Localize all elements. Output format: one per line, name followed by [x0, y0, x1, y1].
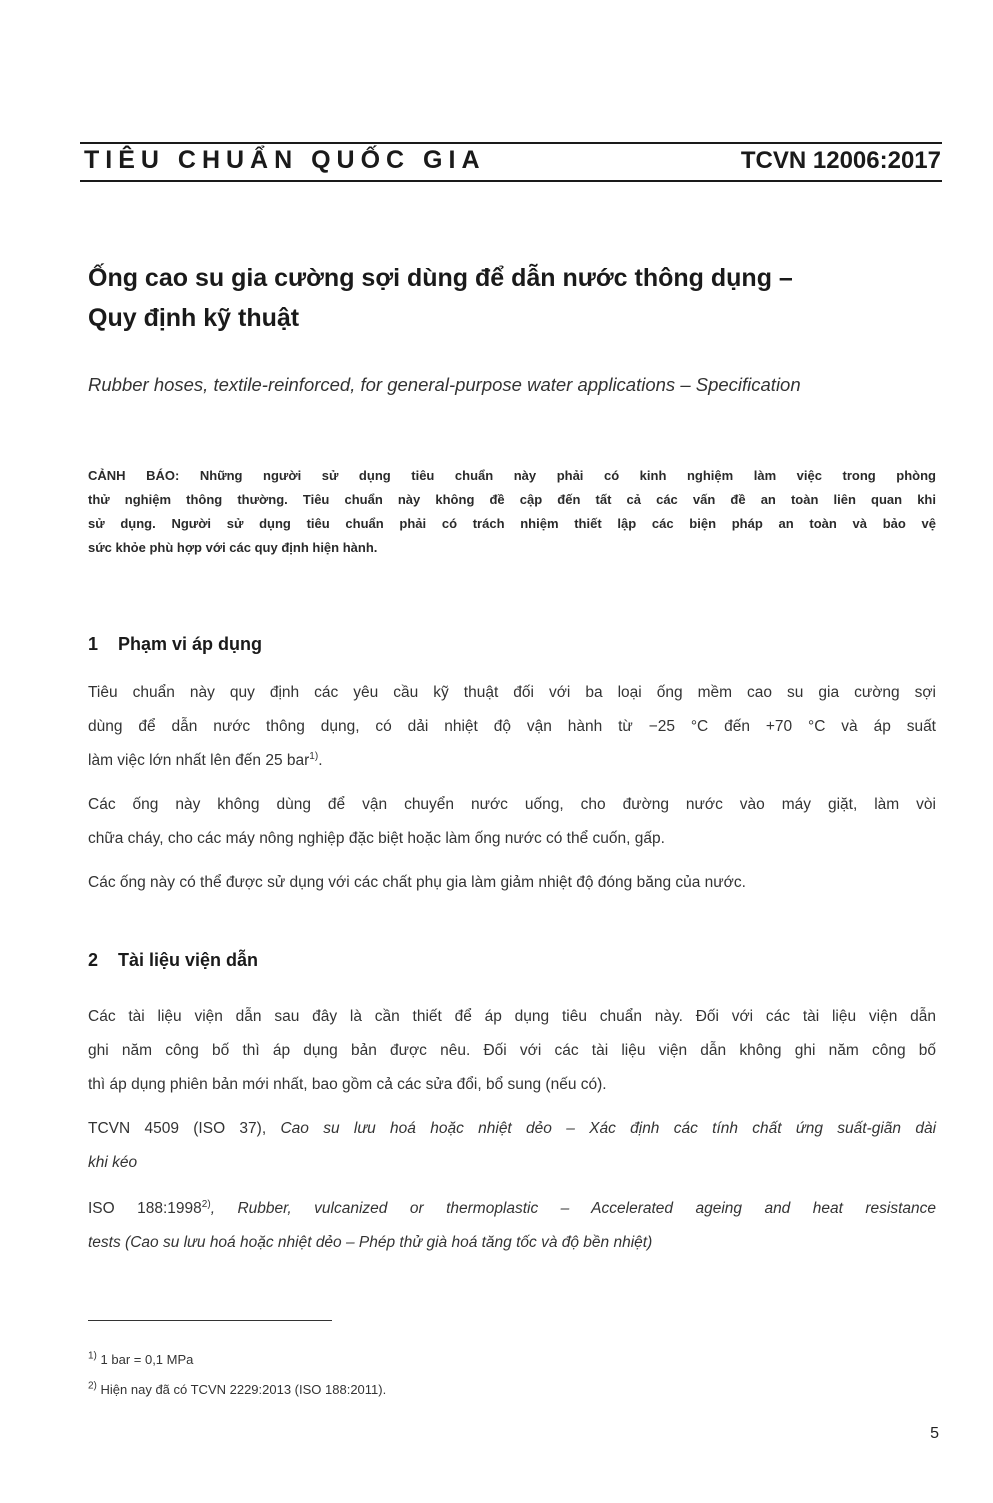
section-2-heading — [88, 950, 258, 971]
paragraph-line: dùng để dẫn nước thông dụng, có dải nhiệt độ vận hành từ −25 °C đến +70 °C và áp suất — [88, 718, 936, 735]
warning-notice — [88, 464, 936, 560]
document-title — [88, 258, 928, 338]
paragraph-line: Các tài liệu viện dẫn sau đây là cần thiết để áp dụng tiêu chuẩn này. Đối với các tài liệu viện dẫn — [88, 1008, 936, 1025]
footnote-separator — [88, 1320, 332, 1321]
section-1-paragraph-2 — [88, 788, 936, 856]
warning-line-1: CẢNH BÁO: Những người sử dụng tiêu chuẩn này phải có kinh nghiệm làm việc trong phòng — [88, 468, 936, 483]
paragraph-line — [88, 1112, 936, 1146]
paragraph-line: ghi năm công bố thì áp dụng bản được nêu. Đối với các tài liệu viện dẫn không ghi năm công bố — [88, 1042, 936, 1059]
footnote-text: Hiện nay đã có TCVN 2229:2013 (ISO 188:2011). — [96, 1382, 387, 1397]
paragraph-line — [88, 1192, 936, 1226]
section-1-heading — [88, 634, 262, 655]
section-1-paragraph-1 — [88, 676, 936, 778]
section-1-paragraph-3 — [88, 866, 936, 900]
reference-tcvn-4509 — [88, 1112, 936, 1180]
footnote-mark: 1) — [88, 1350, 97, 1362]
paragraph-line: Các ống này không dùng để vận chuyển nước uống, cho đường nước vào máy giặt, làm vòi — [88, 796, 936, 813]
footnote-2 — [88, 1382, 386, 1397]
section-2-number: 2 — [88, 950, 99, 970]
footnote-text: 1 bar = 0,1 MPa — [96, 1352, 194, 1367]
reference-title: Cao su lưu hoá hoặc nhiệt dẻo – Xác định các tính chất ứng suất-giãn dài — [280, 1120, 937, 1137]
warning-line-4: sức khỏe phù hợp với các quy định hiện hành. — [88, 540, 378, 555]
footnote-ref-1: 1) — [309, 750, 319, 762]
reference-iso-188 — [88, 1192, 936, 1260]
title-line-1: Ống cao su gia cường sợi dùng để dẫn nước thông dụng – — [88, 264, 793, 292]
header-top-rule — [80, 142, 942, 144]
paragraph-line: Các ống này có thể được sử dụng với các chất phụ gia làm giảm nhiệt độ đóng băng của nước. — [88, 874, 746, 891]
section-2-paragraph-1 — [88, 1000, 936, 1102]
footnote-mark: 2) — [88, 1380, 97, 1392]
scope-text: làm việc lớn nhất lên đến 25 bar — [88, 752, 310, 769]
paragraph-line: Tiêu chuẩn này quy định các yêu cầu kỹ thuật đối với ba loại ống mềm cao su gia cường sợi — [88, 684, 936, 701]
header-standard-code: TCVN 12006:2017 — [740, 147, 941, 174]
title-line-2: Quy định kỹ thuật — [88, 304, 300, 332]
paragraph-line: tests (Cao su lưu hoá hoặc nhiệt dẻo – Phép thử già hoá tăng tốc và độ bền nhiệt) — [88, 1234, 653, 1251]
section-1-number: 1 — [88, 634, 99, 654]
paragraph-line: thì áp dụng phiên bản mới nhất, bao gồm cả các sửa đổi, bổ sung (nếu có). — [88, 1076, 607, 1093]
english-subtitle: Rubber hoses, textile-reinforced, for general-purpose water applications – Specification — [88, 374, 801, 395]
header-bottom-rule — [80, 180, 942, 182]
section-1-title: Phạm vi áp dụng — [118, 634, 263, 654]
scope-end: . — [318, 752, 323, 769]
paragraph-line: chữa cháy, cho các máy nông nghiệp đặc biệt hoặc làm ống nước có thể cuốn, gấp. — [88, 830, 665, 847]
section-2-title: Tài liệu viện dẫn — [118, 950, 259, 970]
paragraph-line — [88, 744, 936, 778]
warning-line-2: thử nghiệm thông thường. Tiêu chuẩn này không đề cập đến tất cả các vấn đề an toàn liên quan khi — [88, 492, 936, 507]
reference-title: , Rubber, vulcanized or thermoplastic – Accelerated ageing and heat resistance — [210, 1200, 936, 1217]
footnote-1 — [88, 1352, 193, 1367]
page-number: 5 — [930, 1425, 939, 1442]
warning-line-3: sử dụng. Người sử dụng tiêu chuẩn phải có trách nhiệm thiết lập các biện pháp an toàn và bảo vệ — [88, 516, 936, 531]
paragraph-line: khi kéo — [88, 1154, 138, 1171]
footnote-ref-2: 2) — [201, 1198, 211, 1210]
reference-code: ISO 188:1998 — [88, 1200, 202, 1217]
reference-code: TCVN 4509 (ISO 37), — [88, 1120, 267, 1137]
header-standard-label: TIÊU CHUẨN QUỐC GIA — [84, 146, 486, 174]
